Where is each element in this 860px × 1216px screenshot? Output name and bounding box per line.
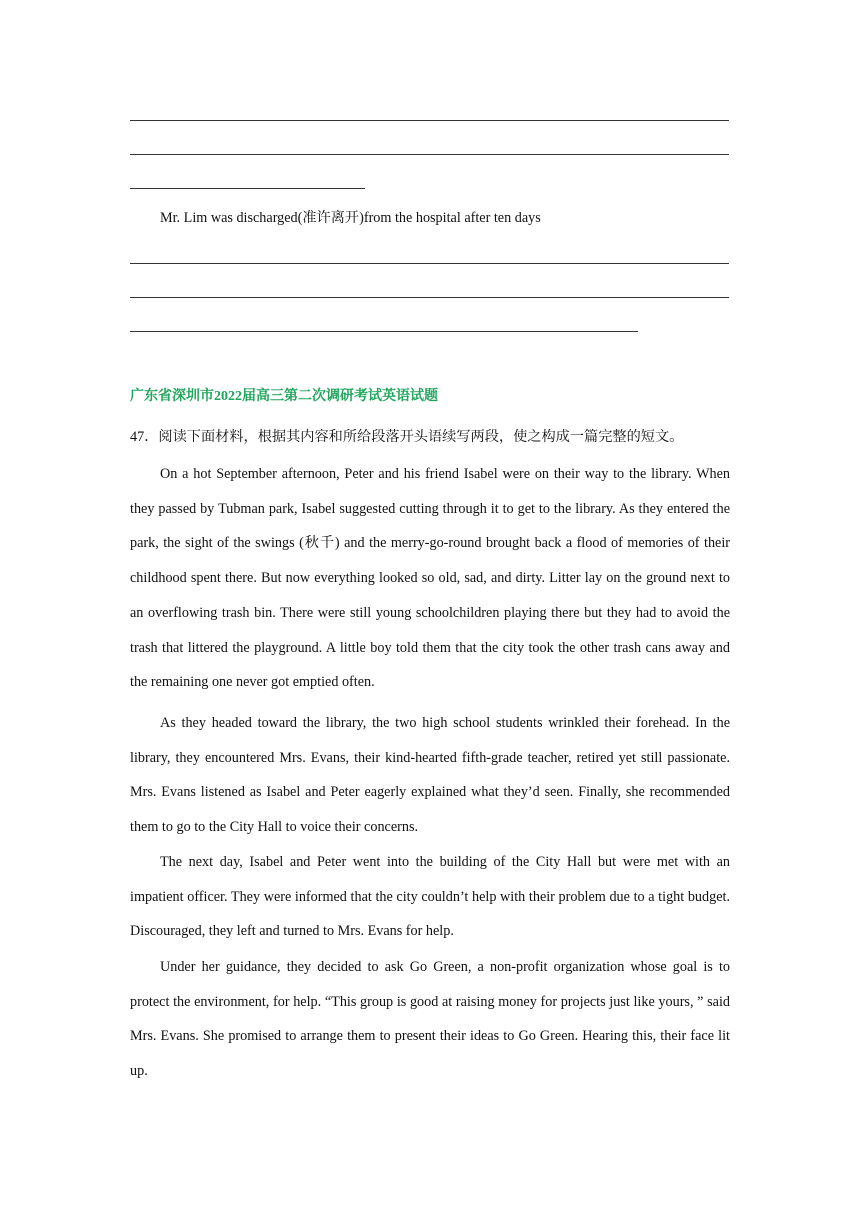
question-instruction [130,422,683,452]
passage-paragraph: Under her guidance, they decided to ask Go Green, a non-profit organization whose goal is to protect the environment, for help. “This group is good at raising money for projects just like yours, ” said Mrs. Evans. She promised to arrange them to present their ideas to Go Green. Hearing this, their face lit up. [130,959,730,1080]
passage-paragraph: As they headed toward the library, the two high school students wrinkled their forehead. In the library, they encountered Mrs. Evans, their kind-hearted fifth-grade teacher, retired yet still passionate. Mrs. Evans listened as Isabel and Peter eagerly explained what they’d seen. Finally, she recommended them to go to the City Hall to voice their concerns. [130,715,730,836]
passage-paragraph: The next day, Isabel and Peter went into the building of the City Hall but were met with an impatient officer. They were informed that the city couldn’t help with their problem due to a tight budget. Discouraged, they left and turned to Mrs. Evans for help. [130,854,730,940]
answer-line [130,188,365,189]
exam-heading: 广东省深圳市2022届高三第二次调研考试英语试题 [130,389,438,404]
question-number: 47． [130,429,159,445]
answer-line [130,263,729,264]
passage-paragraph: On a hot September afternoon, Peter and his friend Isabel were on their way to the library. When they passed by Tubman park, Isabel suggested cutting through it to get to the library. As they entered the park, the sight of the swings (秋千) and the merry-go-round brought back a flood of memories of their childhood spent there. But now everything looked so old, sad, and dirty. Litter lay on the ground next to an overflowing trash bin. There were still young schoolchildren playing there but they had to avoid the trash that littered the playground. A little boy told them that the city took the other trash cans away and the remaining one never got emptied often. [130,466,730,691]
answer-line [130,297,729,298]
continuation-prompt: Mr. Lim was discharged(准许离开)from the hospital after ten days [160,210,541,226]
answer-line [130,120,729,121]
question-instruction-text: 阅读下面材料，根据其内容和所给段落开头语续写两段，使之构成一篇完整的短文。 [158,429,684,445]
answer-line [130,331,638,332]
answer-line [130,154,729,155]
